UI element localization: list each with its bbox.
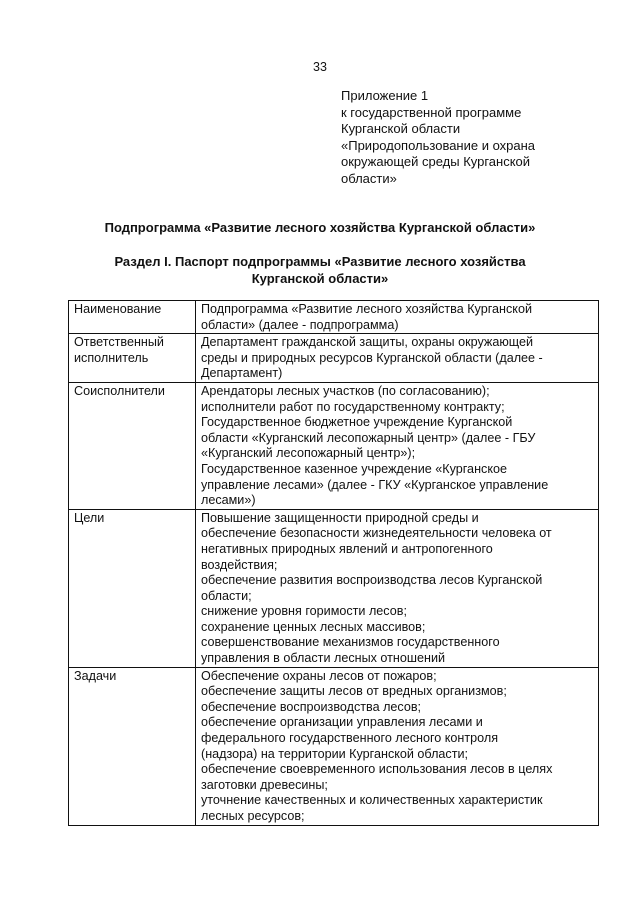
section-title <box>0 254 640 287</box>
row-label <box>69 667 196 825</box>
appendix-line: Приложение 1 <box>341 88 429 103</box>
value-line: совершенствование механизмов государственного <box>201 635 500 650</box>
label-line: Соисполнители <box>74 383 165 398</box>
appendix-line: к государственной программе <box>341 104 522 120</box>
value-line: обеспечение развития воспроизводства лесов Курганской <box>201 573 543 588</box>
value-line: снижение уровня горимости лесов; <box>201 604 407 619</box>
value-line: управление лесами» (далее - ГКУ «Курганское управление <box>201 477 549 492</box>
value-line: сохранение ценных лесных массивов; <box>201 619 426 634</box>
value-line: федерального государственного лесного контроля <box>201 731 499 746</box>
table-row-goals <box>69 509 599 667</box>
row-value <box>196 382 599 509</box>
row-label <box>69 509 196 667</box>
value-line: Обеспечение охраны лесов от пожаров; <box>201 668 437 683</box>
row-label <box>69 382 196 509</box>
label-line: Наименование <box>74 302 162 316</box>
appendix-line: области» <box>341 170 397 186</box>
section-title-line: Раздел I. Паспорт подпрограммы «Развитие лесного хозяйства <box>114 254 526 269</box>
value-line: обеспечение организации управления лесами и <box>201 715 483 730</box>
label-line: Цели <box>74 510 105 525</box>
row-value <box>196 509 599 667</box>
label-line: Задачи <box>74 668 117 683</box>
value-line: области» (далее - подпрограмма) <box>201 317 399 332</box>
value-line: Подпрограмма «Развитие лесного хозяйства Курганской <box>201 302 532 316</box>
value-line: среды и природных ресурсов Курганской области (далее - <box>201 350 543 365</box>
value-line: Государственное казенное учреждение «Курганское <box>201 461 507 476</box>
value-line: заготовки древесины; <box>201 777 328 792</box>
table-row-coexecutors <box>69 382 599 509</box>
row-label <box>69 334 196 383</box>
section-title-line: Курганской области» <box>251 270 389 286</box>
value-line: воздействия; <box>201 557 278 572</box>
value-line: обеспечение своевременного использования лесов в целях <box>201 762 553 777</box>
label-line: Ответственный <box>74 335 164 350</box>
value-line: «Курганский лесопожарный центр»); <box>201 446 416 461</box>
appendix-line: «Природопользование и охрана <box>341 137 536 153</box>
table-row-tasks <box>69 667 599 825</box>
row-label <box>69 301 196 334</box>
value-line: Государственное бюджетное учреждение Курганской <box>201 415 513 430</box>
value-line: обеспечение безопасности жизнедеятельности человека от <box>201 526 552 541</box>
subprogram-title: Подпрограмма «Развитие лесного хозяйства Курганской области» <box>104 220 536 235</box>
passport-table <box>68 300 599 826</box>
value-line: Повышение защищенности природной среды и <box>201 510 479 525</box>
page-number: 33 <box>313 60 327 74</box>
row-value <box>196 301 599 334</box>
value-line: области; <box>201 588 252 603</box>
value-line: обеспечение воспроизводства лесов; <box>201 699 422 714</box>
value-line: Арендаторы лесных участков (по согласованию); <box>201 383 490 398</box>
value-line: лесами») <box>201 493 256 508</box>
appendix-line: Курганской области <box>341 121 461 136</box>
row-value <box>196 667 599 825</box>
value-line: области «Курганский лесопожарный центр» (далее - ГБУ <box>201 430 536 445</box>
value-line: негативных природных явлений и антропогенного <box>201 541 493 556</box>
appendix-header <box>341 88 591 187</box>
row-value <box>196 334 599 383</box>
value-line: Департамент) <box>201 366 283 381</box>
appendix-line: окружающей среды Курганской <box>341 154 531 169</box>
value-line: исполнители работ по государственному контракту; <box>201 399 505 414</box>
value-line: уточнение качественных и количественных характеристик <box>201 793 543 808</box>
table-row-responsible <box>69 334 599 383</box>
label-line: исполнитель <box>74 350 149 365</box>
value-line: Департамент гражданской защиты, охраны окружающей <box>201 335 534 350</box>
value-line: управления в области лесных отношений <box>201 651 446 666</box>
table-row-name <box>69 301 599 334</box>
value-line: обеспечение защиты лесов от вредных организмов; <box>201 684 507 699</box>
value-line: (надзора) на территории Курганской области; <box>201 746 469 761</box>
value-line: лесных ресурсов; <box>201 809 305 823</box>
